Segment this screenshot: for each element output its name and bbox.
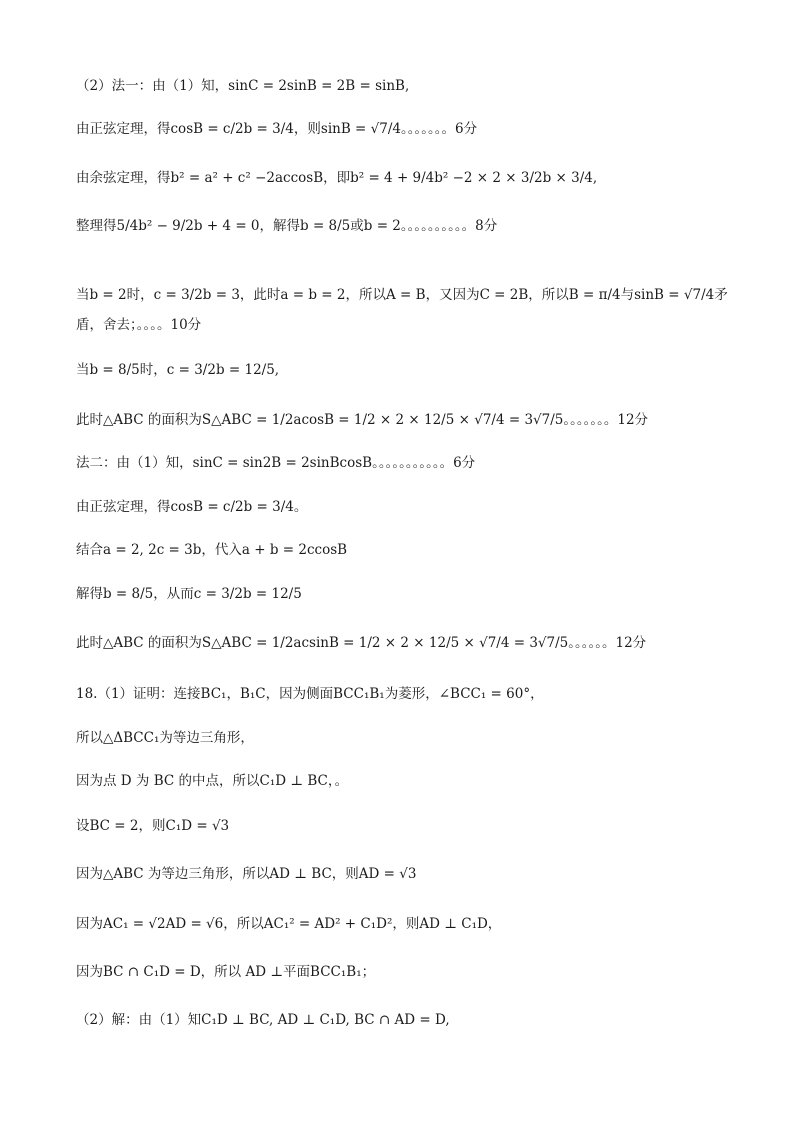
text-line-midpoint: 因为点 D 为 BC 的中点，所以C₁D ⊥ BC，。 xyxy=(76,773,349,789)
text-line-method2-sine-rule: 由正弦定理，得cosB = c/2b = 3/4。 xyxy=(76,499,308,515)
text-line-case-b-2: 当b = 2时，c = 3/2b = 3，此时a = b = 2，所以A = B，又因为C = 2B，所以B = π/4与sinB = √7/4矛盾，舍去；。。。。10分 xyxy=(76,287,728,333)
text-line-method2: 法二：由（1）知，sinC = sin2B = 2sinBcosB。。。。。。。。。。。6分 xyxy=(76,455,476,471)
text-line-case-b-8-5: 当b = 8/5时，c = 3/2b = 12/5, xyxy=(76,362,280,378)
text-line-sine-rule: 由正弦定理，得cosB = c/2b = 3/4，则sinB = √7/4。。。。。。。6分 xyxy=(76,121,478,137)
text-line-set-bc: 设BC = 2，则C₁D = √3 xyxy=(76,818,230,834)
text-line-part2-method1: （2）法一：由（1）知，sinC = 2sinB = 2B = sinB, xyxy=(76,78,410,94)
text-line-q18-proof: 18.（1）证明：连接BC₁，B₁C，因为侧面BCC₁B₁为菱形，∠BCC₁ = 60°， xyxy=(76,686,544,702)
text-line-equilateral: 所以△ΔBCC₁为等边三角形， xyxy=(76,730,254,746)
text-line-area-method1: 此时△ABC 的面积为S△ABC = 1/2acosB = 1/2 × 2 × 12/5 × √7/4 = 3√7/5。。。。。。。12分 xyxy=(76,412,649,428)
text-line-solve: 解得b = 8/5，从而c = 3/2b = 12/5 xyxy=(76,586,302,602)
text-line-ad-perp-bc: 因为△ABC 为等边三角形，所以AD ⊥ BC，则AD = √3 xyxy=(76,866,417,882)
text-line-part2-solution: （2）解：由（1）知C₁D ⊥ BC, AD ⊥ C₁D, BC ∩ AD = D, xyxy=(76,1012,450,1028)
text-line-cosine-rule: 由余弦定理，得b² = a² + c² −2accosB，即b² = 4 + 9/4b² −2 × 2 × 3/2b × 3/4, xyxy=(76,170,598,186)
text-line-combine: 结合a = 2, 2c = 3b，代入a + b = 2ccosB xyxy=(76,542,348,558)
text-line-pythagoras: 因为AC₁ = √2AD = √6，所以AC₁² = AD² + C₁D²，则AD ⊥ C₁D， xyxy=(76,916,502,932)
text-line-plane-perp: 因为BC ∩ C₁D = D，所以 AD ⊥平面BCC₁B₁； xyxy=(76,964,376,980)
text-line-quadratic: 整理得5/4b² − 9/2b + 4 = 0，解得b = 8/5或b = 2。。。。。。。。。。8分 xyxy=(76,218,498,234)
text-line-area-method2: 此时△ABC 的面积为S△ABC = 1/2acsinB = 1/2 × 2 × 12/5 × √7/4 = 3√7/5。。。。。。12分 xyxy=(76,635,647,651)
